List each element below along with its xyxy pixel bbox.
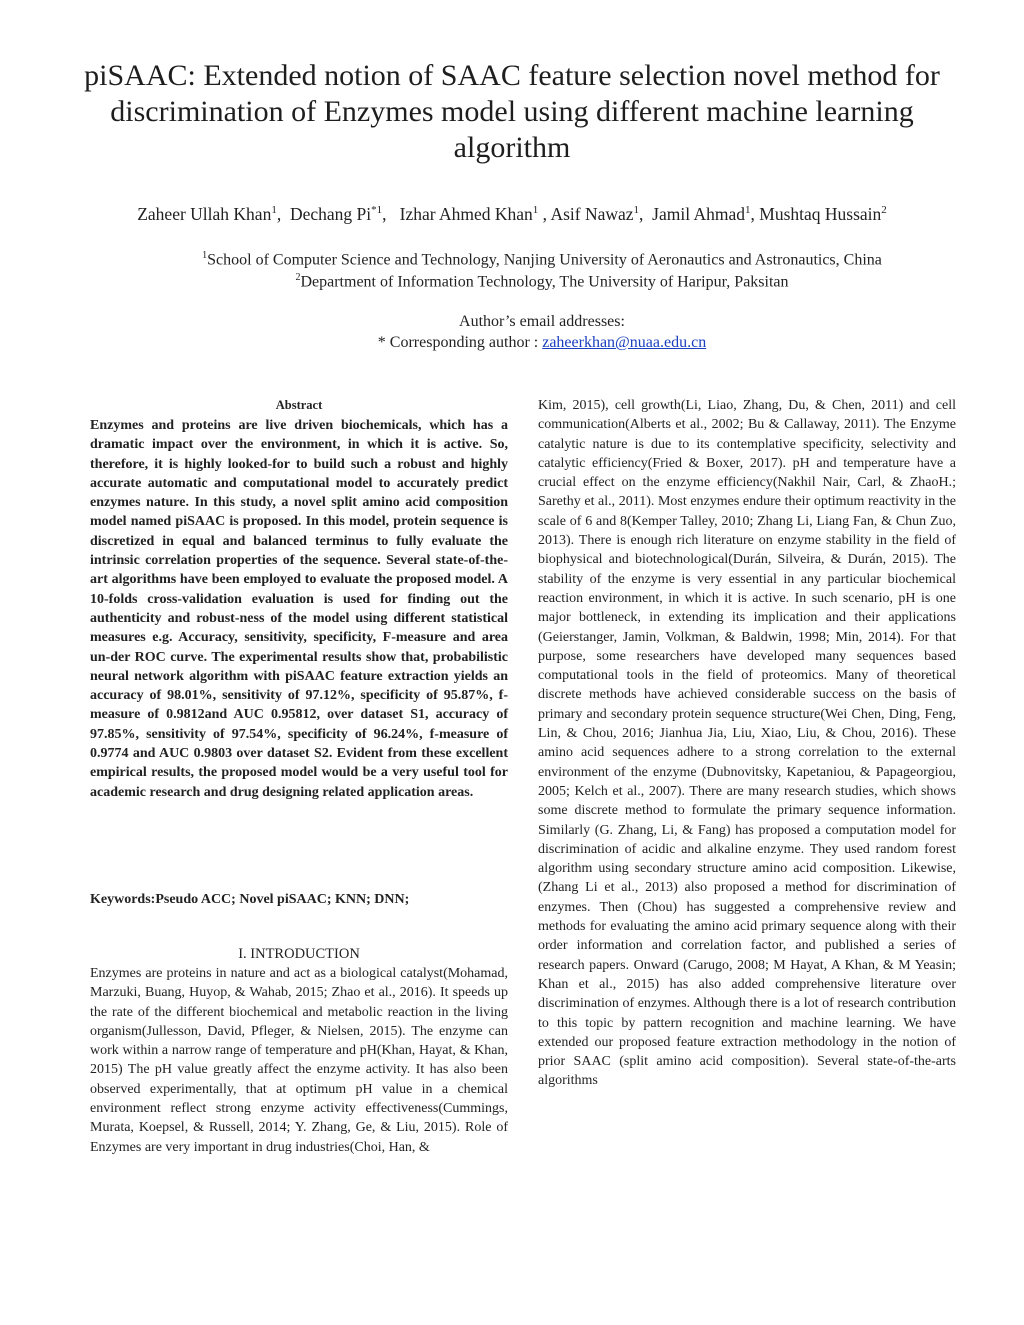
introduction-heading: I. INTRODUCTION <box>238 946 360 962</box>
author-name: Jamil Ahmad <box>652 203 746 224</box>
author-name: Zaheer Ullah Khan <box>137 203 272 224</box>
keywords: Keywords:Pseudo ACC; Novel piSAAC; KNN; DNN; <box>90 892 410 907</box>
introduction-left-column <box>90 964 508 1157</box>
affiliation-text: School of Computer Science and Technology, Nanjing University of Aeronautics and Astronautics, China <box>207 251 882 269</box>
author-name: Dechang Pi <box>289 203 372 224</box>
author-affiliation-mark: *1 <box>371 204 383 216</box>
affiliation-2 <box>0 267 1024 293</box>
corresponding-email-link[interactable]: zaheerkhan@nuaa.edu.cn <box>542 334 707 351</box>
abstract-text: Enzymes and proteins are live driven biochemicals, which has a dramatic impact over the environment, in which it is active. So, therefore, it is highly looked-for to build such a robust and highly accurate automatic and computational model to accurately predict enzymes nature. In this study, a novel split amino acid composition model named piSAAC is proposed. In this model, protein sequence is discretized in equal and balanced terminus to fully evaluate the intrinsic correlation properties of the sequence. Several state-of-the-art algorithms have been employed to evaluate the proposed model. A 10-folds cross-validation evaluation is used for finding out the authenticity and robust-ness of the model using different statistical measures e.g. Accuracy, sensitivity, specificity, F-measure and area un-der ROC curve. The experimental results show that, probabilistic neural network algorithm with piSAAC feature extraction yields an accuracy of 98.01%, sensitivity of 97.12%, specificity of 95.87%, f-measure of 0.9812and AUC 0.95812, over dataset S1, accuracy of 97.85%, sensitivity of 97.54%, specificity of 96.24%, f-measure of 0.9774 and AUC 0.9803 over dataset S2. Evident from these excellent empirical results, the proposed model would be a very useful tool for academic research and drug designing related application areas. <box>90 418 508 800</box>
author-name: Izhar Ahmed Khan <box>399 203 533 224</box>
affiliation-mark: 2 <box>295 272 301 283</box>
author-affiliation-mark: 1 <box>532 204 539 216</box>
abstract-body <box>90 416 508 802</box>
author-affiliation-mark: 1 <box>633 204 640 216</box>
corresponding-author <box>0 332 1024 354</box>
email-heading: Author’s email addresses: <box>459 313 625 330</box>
paper-title <box>60 58 964 166</box>
author-name: Asif Nawaz <box>550 203 634 224</box>
title-line-2: discrimination of Enzymes model using different machine learning <box>110 95 914 128</box>
author-affiliation-mark: 2 <box>881 204 887 216</box>
introduction-right-text: Kim, 2015), cell growth(Li, Liao, Zhang, Du, & Chen, 2011) and cell communication(Alberts et al., 2002; Bu & Callaway, 2011). The Enzyme catalytic nature is due to its contemplative specificity, selectivity and catalytic efficiency(Fried & Boxer, 2017). pH and temperature have a crucial effect on the enzyme efficiency(Nakhil Nair, Carl, & ZhaoH.; Sarethy et al., 2011). Most enzymes endure their optimum reactivity in the scale of 6 and 8(Kemper Talley, 2010; Zhang Li, Liang Fan, & Chun Zuo, 2013). There is enough rich literature on enzyme stability in the field of biophysical and biotechnological(Durán, Silveira, & Durán, 2015). The stability of the enzyme is very essential in any particular biochemical reaction environment, in which it is active. In such scenario, pH is one major bottleneck, in extending its implication and their applications (Geierstanger, Jamin, Volkman, & Baldwin, 1998; Min, 2014). For that purpose, some researchers have developed many sequences based computational tools in the field of proteomics. Many of theoretical discrete methods have achieved considerable success on the basis of primary and secondary protein sequence structure(Wei Chen, Ding, Feng, Lin, & Chou, 2016; Jianhua Jia, Liu, Xiao, Liu, & Chou, 2016). These amino acid sequences adhere to a strong correlation to the external environment of the enzyme (Dubnovitsky, Kapetaniou, & Papageorgiou, 2005; Kelch et al., 2007). There are many research studies, which shows some discrete method to formulate the primary sequence information. Similarly (G. Zhang, Li, & Fang) has proposed a computation model for discrimination of acidic and alkaline enzyme. They used random forest algorithm using secondary structure amino acid composition. Likewise, (Zhang Li et al., 2013) also proposed a method for discrimination of enzymes. Then (Chou) has suggested a comprehensive review and methods for evaluating the amino acid primary sequence along with their order information and correlation factor, and published a series of research papers. Onward (Carugo, 2008; M Hayat, A Khan, & M Yeasin; Khan et al., 2015) has also added comprehensive literature over discrimination of enzymes. Although there is a lot of research contribution to this topic by pattern recognition and machine learning. We have extended our proposed feature extraction methodology in the notion of prior SAAC (split amino acid composition). Several state-of-the-arts algorithms <box>538 398 956 1089</box>
affiliation-mark: 1 <box>202 250 208 261</box>
author-affiliation-mark: 1 <box>745 204 751 216</box>
title-line-1: piSAAC: Extended notion of SAAC feature selection novel method for <box>84 59 940 92</box>
title-line-3: algorithm <box>453 131 571 164</box>
introduction-left-text: Enzymes are proteins in nature and act as a biological catalyst(Mohamad, Marzuki, Buang, Huyop, & Wahab, 2015; Zhao et al., 2016). It speeds up the rate of the different biochemical and metabolic reaction in the living organism(Jullesson, David, Pfleger, & Nielsen, 2015). The enzyme can work within a narrow range of temperature and pH(Khan, Hayat, & Khan, 2015) The pH value greatly affect the enzyme activity. It has also been observed experimentally, that at optimum pH value in a chemical environment reflect strong enzyme activity effectiveness(Cummings, Murata, Koepsel, & Russell, 2014; Y. Zhang, Ge, & Liu, 2015). Role of Enzymes are very important in drug industries(Choi, Han, & <box>90 966 508 1155</box>
introduction-right-column <box>538 396 956 1091</box>
abstract-heading: Abstract <box>275 398 323 412</box>
corresponding-label: * Corresponding author : <box>377 334 543 351</box>
author-affiliation-mark: 1 <box>271 204 277 216</box>
affiliation-text: Department of Information Technology, The University of Haripur, Paksitan <box>300 273 789 291</box>
author-name: Mushtaq Hussain <box>759 203 882 224</box>
author-list: Zaheer Ullah Khan$^1$, Dechang Pi$^{*1}$, Izhar Ahmed Khan$^1$ , Asif Nawaz$^1$, Jamil Ahmad$^1$, Mushtaq Hussain$^2$ <box>137 203 887 224</box>
